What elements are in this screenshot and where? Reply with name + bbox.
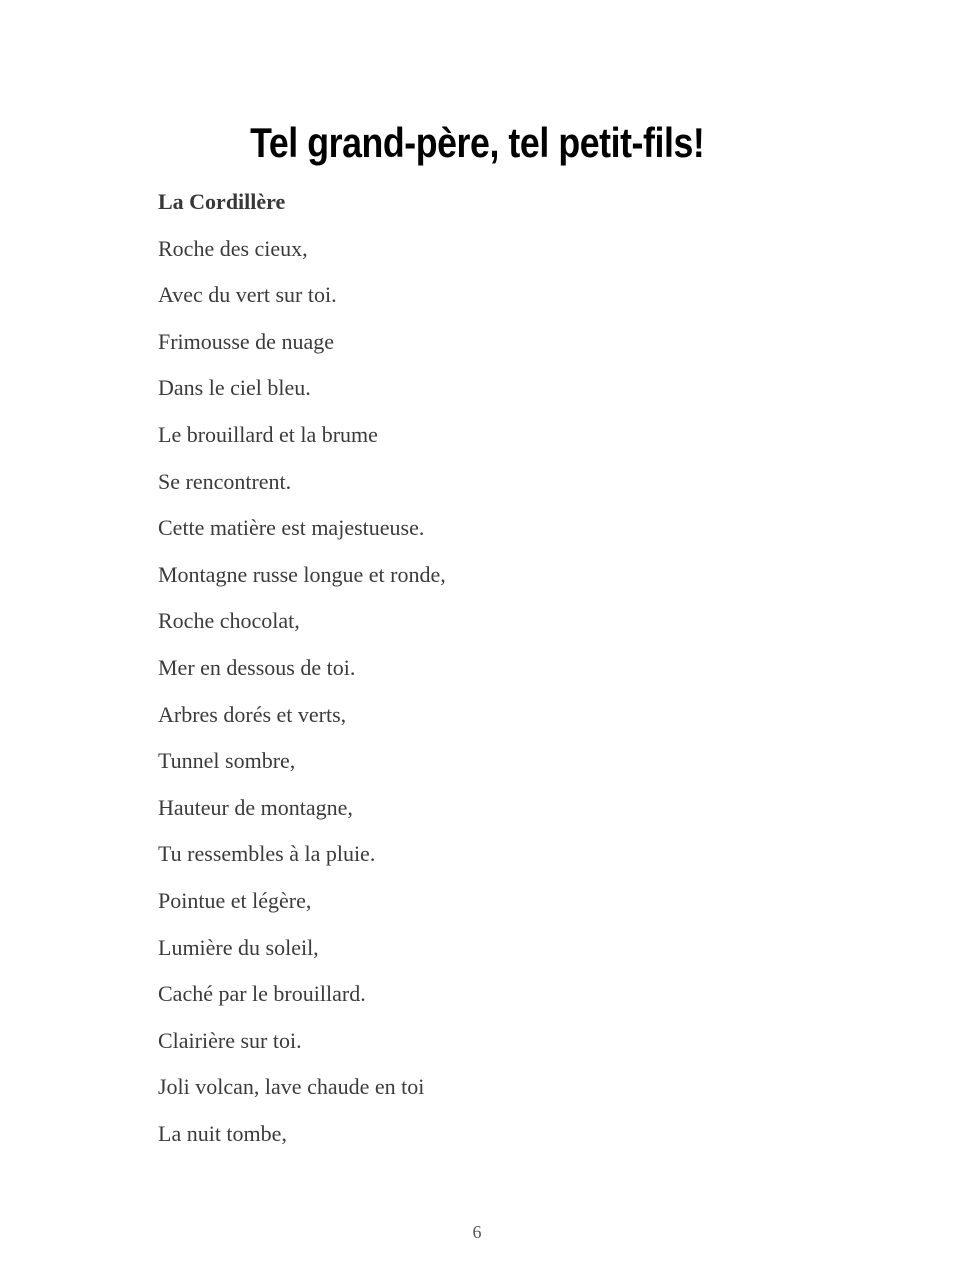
poem-line: Roche chocolat, bbox=[158, 608, 300, 634]
poem-line: Montagne russe longue et ronde, bbox=[158, 561, 446, 587]
poem-line: Le brouillard et la brume bbox=[158, 421, 378, 447]
poem-line: Caché par le brouillard. bbox=[158, 981, 366, 1007]
poem-block bbox=[158, 179, 446, 1157]
page-title-text: Tel grand-père, tel petit-fils! bbox=[249, 119, 705, 166]
poem-line: Clairière sur toi. bbox=[158, 1027, 302, 1053]
poem-line: Tunnel sombre, bbox=[158, 748, 296, 774]
poem-line: Hauteur de montagne, bbox=[158, 794, 353, 820]
page-title bbox=[0, 119, 954, 167]
poem-line: Tu ressembles à la pluie. bbox=[158, 841, 376, 867]
poem-line: Frimousse de nuage bbox=[158, 328, 334, 354]
poem-line: Cette matière est majestueuse. bbox=[158, 515, 425, 541]
poem-line: Pointue et légère, bbox=[158, 887, 312, 913]
page-number: 6 bbox=[472, 1222, 482, 1242]
poem-heading: La Cordillère bbox=[158, 189, 286, 214]
poem-line: Arbres dorés et verts, bbox=[158, 701, 347, 727]
poem-line: Roche des cieux, bbox=[158, 235, 308, 261]
poem-line: Lumière du soleil, bbox=[158, 934, 319, 960]
poem-line: Mer en dessous de toi. bbox=[158, 654, 356, 680]
poem-line: Dans le ciel bleu. bbox=[158, 375, 311, 401]
poem-line: Joli volcan, lave chaude en toi bbox=[158, 1074, 425, 1100]
poem-line: Avec du vert sur toi. bbox=[158, 282, 337, 308]
poem-line: La nuit tombe, bbox=[158, 1120, 287, 1146]
poem-line: Se rencontrent. bbox=[158, 468, 292, 494]
